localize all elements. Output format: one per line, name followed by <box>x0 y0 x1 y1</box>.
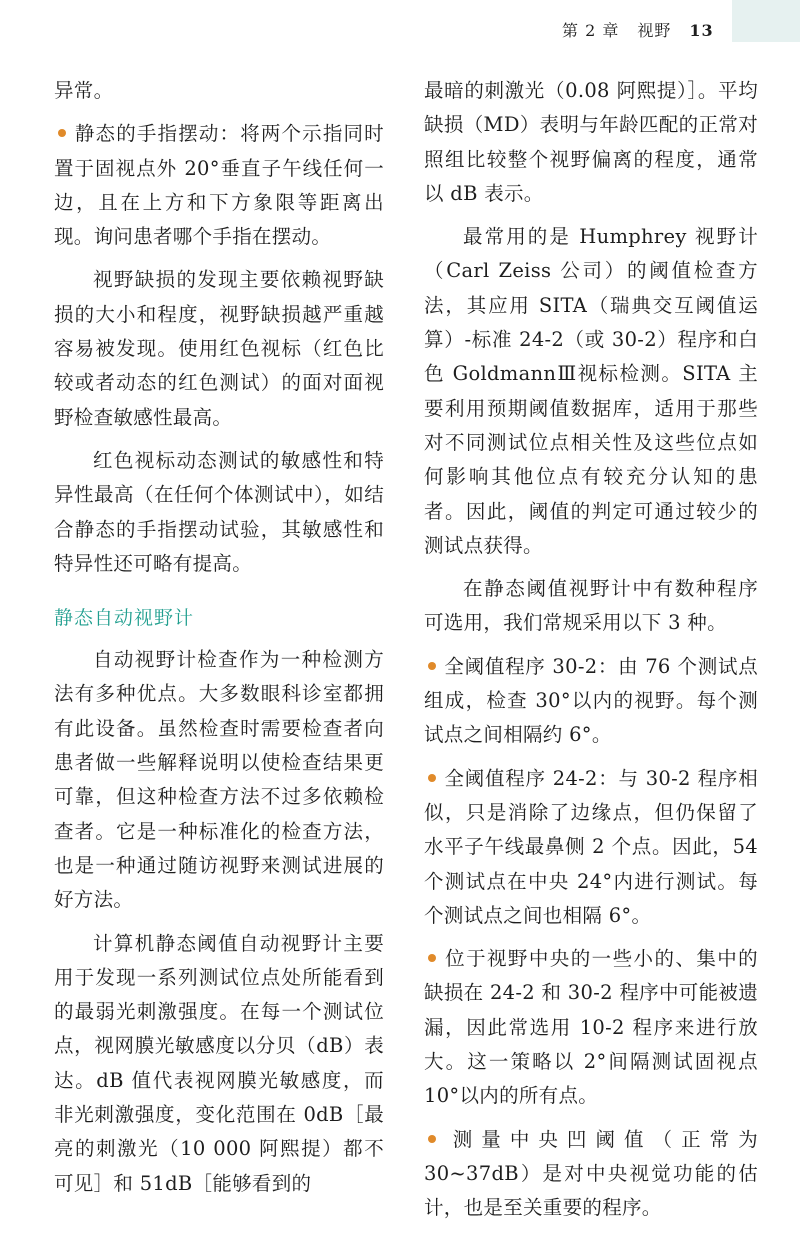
bullet-text: 全阈值程序 30-2：由 76 个测试点组成，检查 30°以内的视野。每个测试点之间相隔约 6°。 <box>424 654 758 747</box>
bullet-text: 全阈值程序 24-2：与 30-2 程序相似，只是消除了边缘点，但仍保留了水平子午线最鼻侧 2 个点。因此，54 个测试点在中央 24°内进行测试。每个测试点之间也相隔 6°。 <box>424 766 758 927</box>
paragraph-humphrey: 最常用的是 Humphrey 视野计（Carl Zeiss 公司）的阈值检查方法，其应用 SITA（瑞典交互阈值运算）-标准 24-2（或 30-2）程序和白色 GoldmannⅢ视标检测。SITA 主要利用预期阈值数据库，适用于那些对不同测试位点相关性及这些位点如何影响其他位点有较充分认知的患者。因此，阈值的判定可通过较少的测试点获得。 <box>424 225 758 557</box>
right-column <box>424 74 758 1235</box>
corner-tab <box>732 0 800 42</box>
paragraph-programs-intro: 在静态阈值视野计中有数种程序可选用，我们常规采用以下 3 种。 <box>424 577 758 635</box>
paragraph-threshold-perimetry: 计算机静态阈值自动视野计主要用于发现一系列测试位点处所能看到的最弱光刺激强度。在每一个测试位点，视网膜光敏感度以分贝（dB）表达。dB 值代表视网膜光敏感度，而非光刺激强度，变化范围在 0dB［最亮的刺激光（10 000 阿熙提）都不可见］和 51dB［能够看到的 <box>54 931 384 1195</box>
left-column <box>54 74 384 1210</box>
paragraph-defect-detection: 视野缺损的发现主要依赖视野缺损的大小和程度，视野缺损越严重越容易被发现。使用红色视标（红色比较或者动态的红色测试）的面对面视野检查敏感性最高。 <box>54 268 384 429</box>
bullet-foveal-threshold <box>424 1123 758 1226</box>
bullet-text: 位于视野中央的一些小的、集中的缺损在 24-2 和 30-2 程序中可能被遗漏，因此常选用 10-2 程序来进行放大。这一策略以 2°间隔测试固视点 10°以内的所有点。 <box>424 947 758 1108</box>
bullet-static-finger-wiggle <box>54 117 384 254</box>
bullet-text: 测量中央凹阈值（正常为 30~37dB）是对中央视觉功能的估计，也是至关重要的程序。 <box>424 1127 758 1220</box>
paragraph-automated-perimetry: 自动视野计检查作为一种检测方法有多种优点。大多数眼科诊室都拥有此设备。虽然检查时需要检查者向患者做一些解释说明以使检查结果更可靠，但这种检查方法不过多依赖检查者。它是一种标准化的检查方法，也是一种通过随访视野来测试进展的好方法。 <box>54 648 384 912</box>
bullet-10-2 <box>424 942 758 1113</box>
page-number: 13 <box>689 21 714 40</box>
chapter-label: 第 2 章 <box>562 21 620 40</box>
paragraph-continuation: 最暗的刺激光（0.08 阿熙提）］。平均缺损（MD）表明与年龄匹配的正常对照组比较整个视野偏离的程度，通常以 dB 表示。 <box>424 79 758 205</box>
bullet-text: 静态的手指摆动：将两个示指同时置于固视点外 20°垂直子午线任何一边，且在上方和下方象限等距离出现。询问患者哪个手指在摆动。 <box>54 122 384 249</box>
section-heading: 静态自动视野计 <box>54 607 195 630</box>
paragraph-continuation: 异常。 <box>54 79 114 102</box>
paragraph-red-target: 红色视标动态测试的敏感性和特异性最高（在任何个体测试中），如结合静态的手指摆动试验，其敏感性和特异性还可略有提高。 <box>54 448 384 575</box>
running-head <box>562 18 714 41</box>
bullet-24-2 <box>424 762 758 933</box>
bullet-30-2 <box>424 650 758 753</box>
section-title: 视野 <box>637 21 672 40</box>
